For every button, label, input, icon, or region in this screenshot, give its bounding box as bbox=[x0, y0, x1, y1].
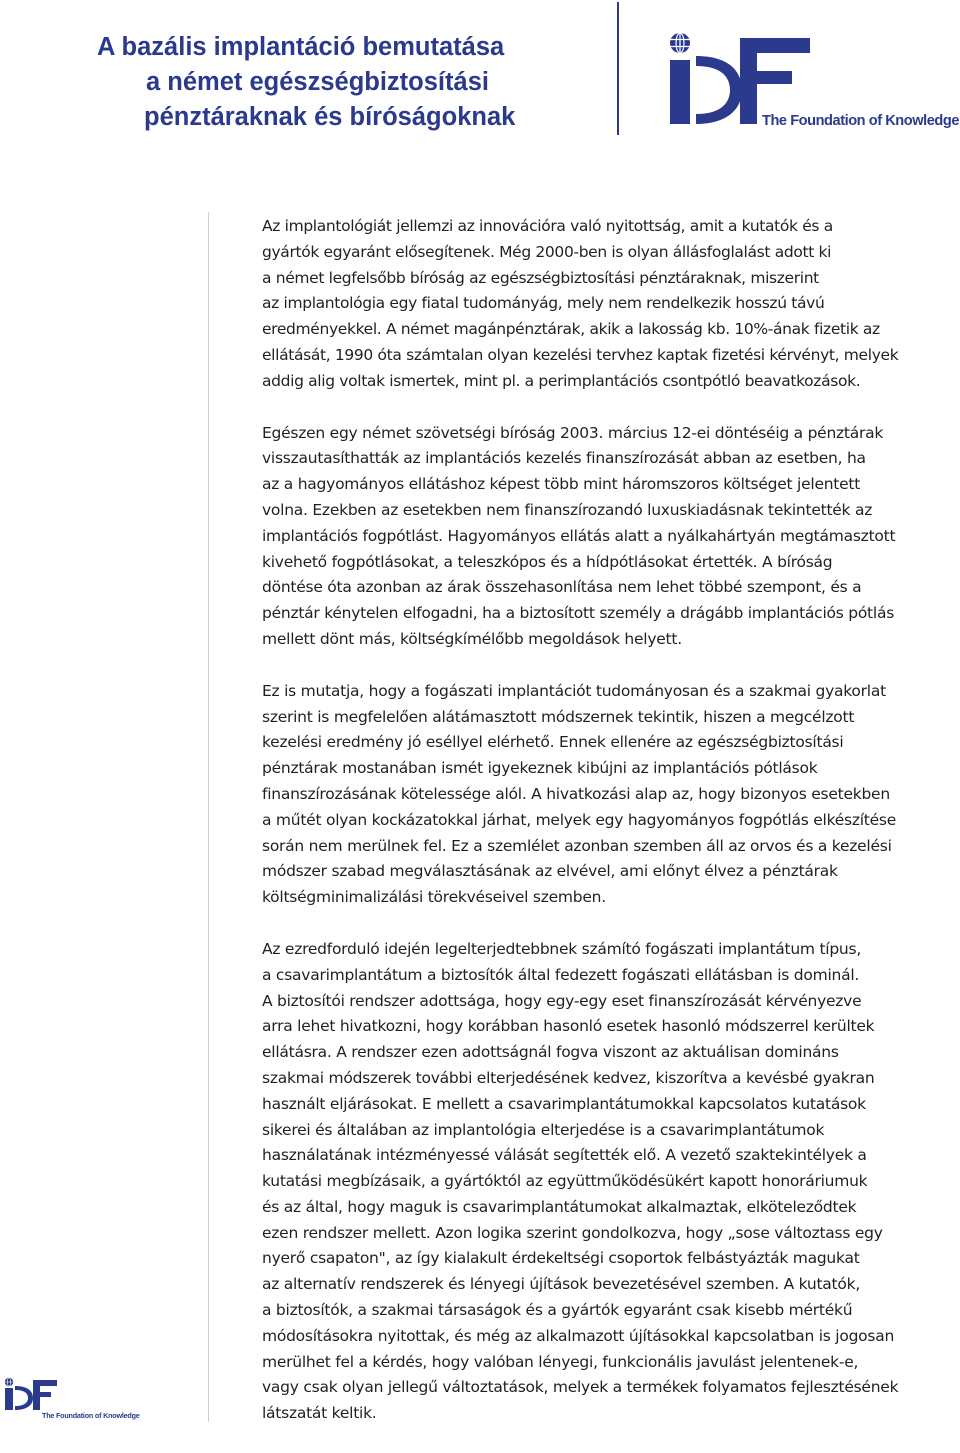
header-divider bbox=[617, 2, 619, 135]
text-line: a műtét olyan kockázatokkal járhat, melyek egy hagyományos fogpótlás elkészítése bbox=[262, 810, 897, 829]
text-line: pénztárak mostanában ismét igyekeznek kibújni az implantációs pótlások bbox=[262, 759, 818, 778]
text-line: szerint is megfelelően alátámasztott módszernek tekintik, hiszen a megcélzott bbox=[262, 707, 855, 726]
text-line: mellett dönt más, költségkímélőbb megoldások helyett. bbox=[262, 629, 682, 648]
text-line: ellátásra. A rendszer ezen adottságnál fogva viszont az aktuálisan domináns bbox=[262, 1043, 839, 1062]
text-line: ezen rendszer mellett. Azon logika szerint gondolkozva, hogy „sose változtass egy bbox=[262, 1223, 883, 1242]
text-line: során nem merülnek fel. Ez a szemlélet azonban szemben áll az orvos és a kezelési bbox=[262, 836, 892, 855]
title-line: pénztáraknak és bíróságoknak bbox=[144, 103, 516, 131]
text-line: Az implantológiát jellemzi az innovációra való nyitottság, amit a kutatók és a bbox=[262, 217, 833, 235]
text-line: merülhet fel a kérdés, hogy valóban lényegi, funkcionális javulást jelentenek-e, bbox=[262, 1352, 859, 1371]
text-line: használatának intézményessé válását segítették elő. A vezető szaktekintélyek a bbox=[262, 1146, 867, 1165]
body-text bbox=[262, 214, 960, 1453]
text-line: pénztár kénytelen elfogadni, ha a biztosított személy a drágább implantációs pótlás bbox=[262, 604, 895, 623]
text-line: döntése óta azonban az árak összehasonlítása nem lehet többé szempont, és a bbox=[262, 578, 862, 597]
text-line: Az ezredforduló idején legelterjedtebbnek számító fogászati implantátum típus, bbox=[262, 939, 862, 958]
text-line: kutatási megbízásaik, a gyártóktól az együttműködésükért kapott honoráriumuk bbox=[262, 1172, 868, 1191]
text-line: Egészen egy német szövetségi bíróság 2003. március 12-ei döntéséig a pénztárak bbox=[262, 423, 884, 442]
text-line: költségminimalizálási törekvéseivel szemben. bbox=[262, 888, 606, 907]
text-line: gyártók egyaránt elősegítenek. Még 2000-ben is olyan állásfoglalást adott ki bbox=[262, 242, 832, 261]
text-line: használt eljárásokat. E mellett a csavarimplantátumokkal kapcsolatos kutatások bbox=[262, 1094, 866, 1113]
text-line: Ez is mutatja, hogy a fogászati implantációt tudományosan és a szakmai gyakorlat bbox=[262, 681, 886, 700]
text-line: és az által, hogy maguk is csavarimplantátumokat alkalmaztak, elköteleződtek bbox=[262, 1197, 857, 1216]
document-title bbox=[93, 30, 593, 135]
text-line: A biztosítói rendszer adottsága, hogy egy-egy eset finanszírozását kérvényezve bbox=[262, 991, 862, 1010]
text-line: kivehető fogpótlásokat, a teleszkópos és a hídpótlásokat értették. A bíróság bbox=[262, 552, 833, 571]
text-line: az alternatív rendszerek és lényegi újítások bevezetésével szemben. A kutatók, bbox=[262, 1275, 861, 1294]
paragraph bbox=[262, 937, 960, 1427]
paragraph bbox=[262, 421, 960, 653]
text-line: módszer szabad megválasztásának az elvével, ami előnyt élvez a pénztárak bbox=[262, 862, 838, 881]
svg-text:R: R bbox=[784, 43, 790, 50]
paragraph bbox=[262, 214, 960, 395]
text-line: a német legfelsőbb bíróság az egészségbiztosítási pénztáraknak, miszerint bbox=[262, 268, 819, 287]
text-line: az a hagyományos ellátáshoz képest több mint háromszoros költséget jelentett bbox=[262, 475, 861, 494]
text-line: volna. Ezekben az esetekben nem finanszírozandó luxuskiadásnak tekintették az bbox=[262, 500, 873, 519]
text-line: finanszírozásának kötelessége alól. A hivatkozási alap az, hogy bizonyos esetekben bbox=[262, 784, 890, 803]
text-line: ellátását, 1990 óta számtalan olyan kezelési tervhez kaptak fizetési kérvényt, melyek bbox=[262, 345, 899, 364]
text-line: kezelési eredmény jó eséllyel elérhető. Ennek ellenére az egészségbiztosítási bbox=[262, 733, 844, 752]
text-line: nyerő csapaton", az így kialakult érdekeltségi csoportok felbástyázták magukat bbox=[262, 1249, 860, 1268]
text-line: a csavarimplantátum a biztosítók által fedezett fogászati ellátásban is dominál. bbox=[262, 965, 860, 984]
text-line: vagy csak olyan jellegű változtatások, melyek a termékek folyamatos fejlesztésének bbox=[262, 1378, 899, 1397]
text-line: implantációs fogpótlást. Hagyományos ellátás alatt a nyálkahártyán megtámasztott bbox=[262, 526, 896, 545]
title-line: A bazális implantáció bemutatása bbox=[97, 33, 505, 61]
globe-icon bbox=[5, 1378, 13, 1386]
text-line: látszatát keltik. bbox=[262, 1404, 377, 1423]
margin-rule bbox=[208, 212, 209, 1422]
paragraph bbox=[262, 679, 960, 911]
globe-icon bbox=[670, 33, 690, 53]
footer-logo-tagline: The Foundation of Knowledge bbox=[42, 1411, 140, 1420]
text-line: szakmai módszerek további elterjedésének kedvez, kiszorítva a kevésbé gyakran bbox=[262, 1068, 875, 1087]
text-line: az implantológia egy fiatal tudományág, mely nem rendelkezik hosszú távú bbox=[262, 294, 825, 313]
text-line: visszautasíthatták az implantációs kezelés finanszírozását abban az esetben, ha bbox=[262, 449, 866, 468]
text-line: sikerei és általában az implantológia elterjedése is a csavarimplantátumok bbox=[262, 1120, 825, 1139]
text-line: addig alig voltak ismertek, mint pl. a perimplantációs csontpótló beavatkozások. bbox=[262, 371, 861, 390]
title-line: a német egészségbiztosítási bbox=[146, 68, 489, 96]
logo-tagline: The Foundation of Knowledge bbox=[762, 113, 960, 129]
text-line: a biztosítók, a szakmai társaságok és a gyártók egyaránt csak kisebb mértékű bbox=[262, 1301, 853, 1320]
text-line: módosításokra nyitottak, és még az alkalmazott újításokkal kapcsolatban is jogosan bbox=[262, 1326, 895, 1345]
text-line: eredményekkel. A német magánpénztárak, akik a lakosság kb. 10%-ának fizetik az bbox=[262, 320, 880, 339]
text-line: arra lehet hivatkozni, hogy korábban hasonló esetek hasonló módszerrel kerültek bbox=[262, 1017, 875, 1036]
